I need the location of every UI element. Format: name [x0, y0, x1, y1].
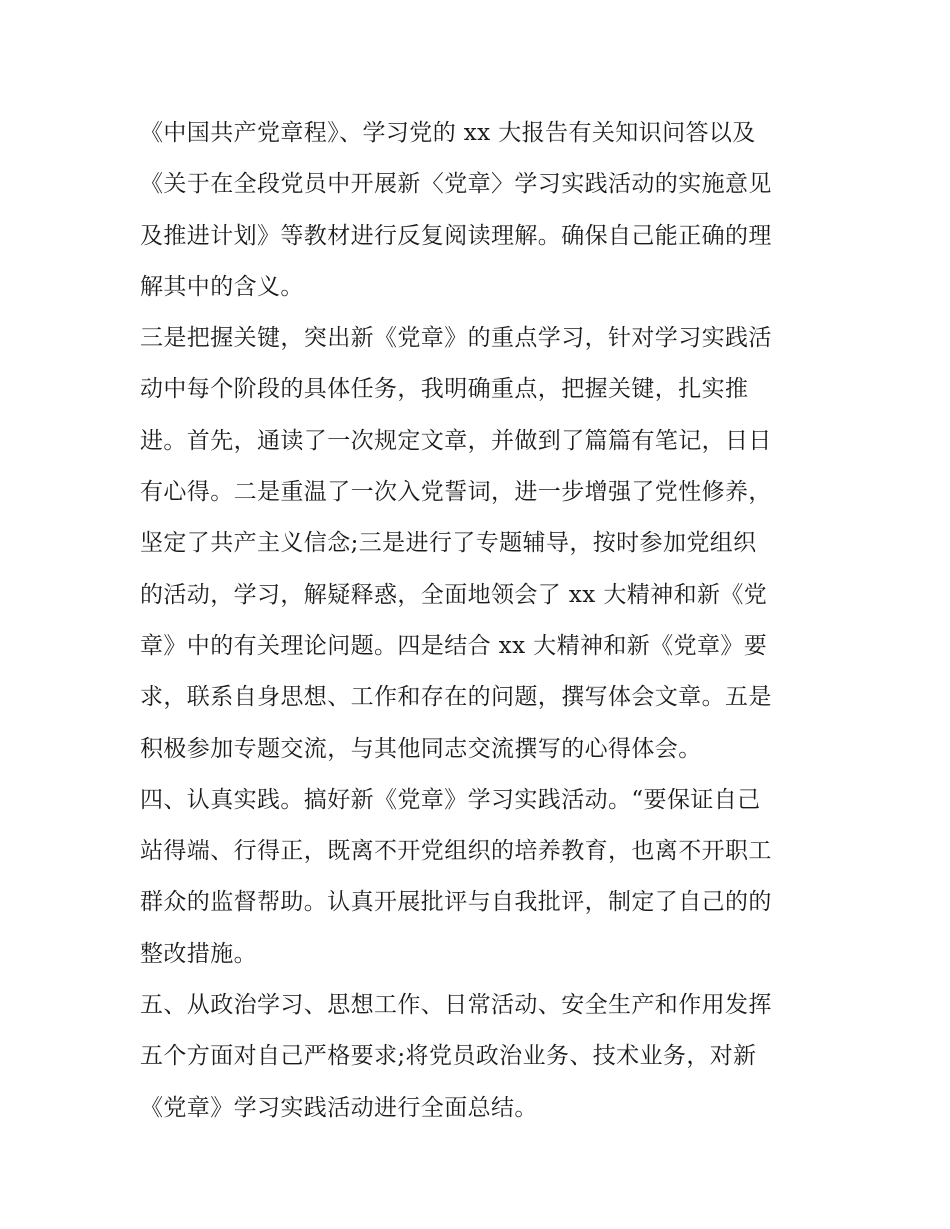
- text-line: 五个方面对自己严格要求;将党员政治业务、技术业务，对新: [140, 1043, 757, 1070]
- text-line: 有心得。二是重温了一次入党誓词，进一步增强了党性修养，: [140, 479, 772, 506]
- text-line: 《党章》学习实践活动进行全面总结。: [140, 1094, 538, 1121]
- text-line: 四、认真实践。搞好新《党章》学习实践活动。“要保证自己: [140, 786, 761, 813]
- text-line: 动中每个阶段的具体任务，我明确重点，把握关键，扎实推: [140, 376, 749, 403]
- text-line: 进。首先，通读了一次规定文章，并做到了篇篇有笔记，日日: [140, 427, 772, 454]
- text-line: 三是把握关键，突出新《党章》的重点学习，针对学习实践活: [140, 325, 772, 352]
- text-line: 及推进计划》等教材进行反复阅读理解。确保自己能正确的理: [140, 222, 772, 249]
- document-body: [140, 108, 820, 1134]
- text-line: 坚定了共产主义信念;三是进行了专题辅导，按时参加党组织: [140, 530, 757, 557]
- text-line: 积极参加专题交流，与其他同志交流撰写的心得体会。: [140, 735, 702, 762]
- text-line: 五、从政治学习、思想工作、日常活动、安全生产和作用发挥: [140, 992, 772, 1019]
- text-line: 解其中的含义。: [140, 273, 304, 300]
- text-line: 《关于在全段党员中开展新〈党章〉学习实践活动的实施意见: [140, 171, 772, 198]
- text-line: 求，联系自身思想、工作和存在的问题，撰写体会文章。五是: [140, 684, 772, 711]
- text-line: 章》中的有关理论问题。四是结合 xx 大精神和新《党章》要: [140, 632, 768, 659]
- text-line: 的活动，学习，解疑释惑，全面地领会了 xx 大精神和新《党: [140, 581, 768, 608]
- text-line: 《中国共产党章程》、学习党的 xx 大报告有关知识问答以及: [140, 120, 756, 146]
- text-line: 群众的监督帮助。认真开展批评与自我批评，制定了自己的的: [140, 889, 772, 916]
- text-line: 整改措施。: [140, 940, 257, 967]
- text-line: 站得端、行得正，既离不开党组织的培养教育，也离不开职工: [140, 838, 772, 865]
